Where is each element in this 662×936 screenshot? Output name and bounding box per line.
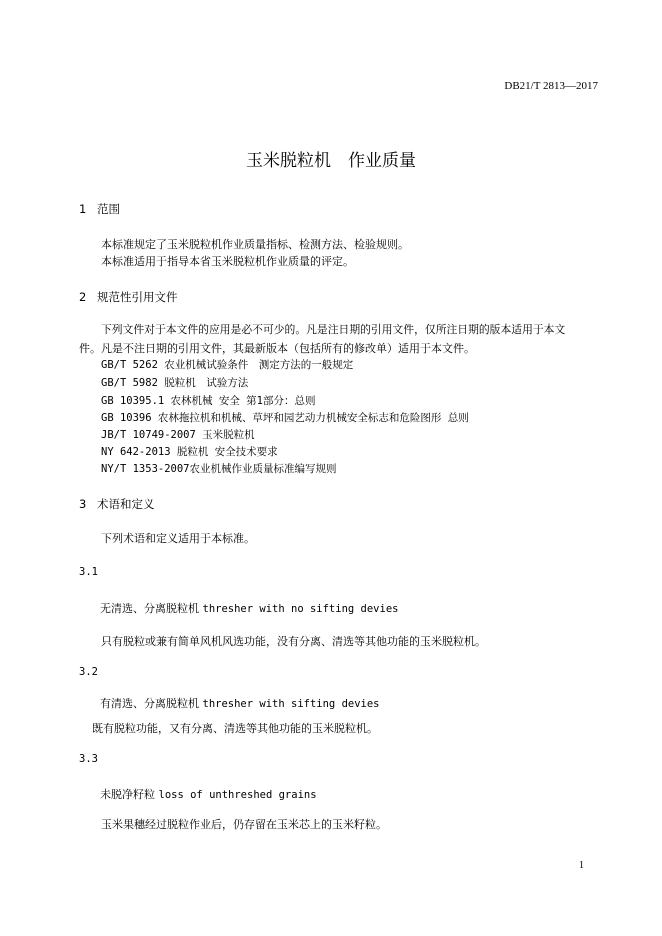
section-number: 2 xyxy=(79,290,87,304)
standard-number: DB21/T 2813—2017 xyxy=(504,80,598,92)
paragraph: 下列文件对于本文件的应用是必不可少的。凡是注日期的引用文件，仅所注日期的版本适用于本文 xyxy=(101,323,566,336)
reference-item: GB 10395.1 农林机械 安全 第1部分：总则 xyxy=(101,395,316,407)
section-2-heading xyxy=(79,289,178,305)
term-heading xyxy=(100,786,317,802)
term-en: thresher with sifting devies xyxy=(202,698,380,710)
definition: 既有脱粒功能，又有分离、清选等其他功能的玉米脱粒机。 xyxy=(92,722,378,735)
term-heading xyxy=(100,695,380,711)
term-heading xyxy=(100,600,398,616)
term-cn: 未脱净籽粒 xyxy=(100,788,155,801)
definition: 只有脱粒或兼有简单风机风选功能，没有分离、清选等其他功能的玉米脱粒机。 xyxy=(101,635,486,648)
clause-number: 3.1 xyxy=(79,566,98,578)
section-number: 3 xyxy=(79,497,87,511)
paragraph: 本标准适用于指导本省玉米脱粒机作业质量的评定。 xyxy=(101,255,354,268)
section-title: 规范性引用文件 xyxy=(97,290,178,304)
term-cn: 无清选、分离脱粒机 xyxy=(100,602,199,615)
section-title: 范围 xyxy=(97,202,120,216)
reference-item: GB 10396 农林拖拉机和机械、草坪和园艺动力机械安全标志和危险图形 总则 xyxy=(101,412,469,424)
page-number: 1 xyxy=(579,860,584,871)
section-3-heading xyxy=(79,496,155,512)
clause-number: 3.3 xyxy=(79,753,98,765)
reference-item: GB/T 5982 脱粒机 试验方法 xyxy=(101,377,249,389)
reference-item: GB/T 5262 农业机械试验条件 测定方法的一般规定 xyxy=(101,359,354,371)
reference-item: NY 642-2013 脱粒机 安全技术要求 xyxy=(101,446,278,458)
paragraph: 下列术语和定义适用于本标准。 xyxy=(101,532,255,545)
reference-item: NY/T 1353-2007农业机械作业质量标准编写规则 xyxy=(101,463,337,475)
definition: 玉米果穗经过脱粒作业后，仍存留在玉米芯上的玉米籽粒。 xyxy=(101,818,387,831)
reference-item: JB/T 10749-2007 玉米脱粒机 xyxy=(101,429,255,441)
term-cn: 有清选、分离脱粒机 xyxy=(100,697,199,710)
section-title: 术语和定义 xyxy=(97,497,155,511)
section-1-heading xyxy=(79,201,120,217)
term-en: thresher with no sifting devies xyxy=(202,603,399,615)
section-number: 1 xyxy=(79,202,87,216)
term-en: loss of unthreshed grains xyxy=(158,789,317,801)
paragraph: 件。凡是不注日期的引用文件，其最新版本（包括所有的修改单）适用于本文件。 xyxy=(79,342,475,355)
document-title: 玉米脱粒机 作业质量 xyxy=(246,151,416,171)
paragraph: 本标准规定了玉米脱粒机作业质量指标、检测方法、检验规则。 xyxy=(101,238,409,251)
clause-number: 3.2 xyxy=(79,666,98,678)
